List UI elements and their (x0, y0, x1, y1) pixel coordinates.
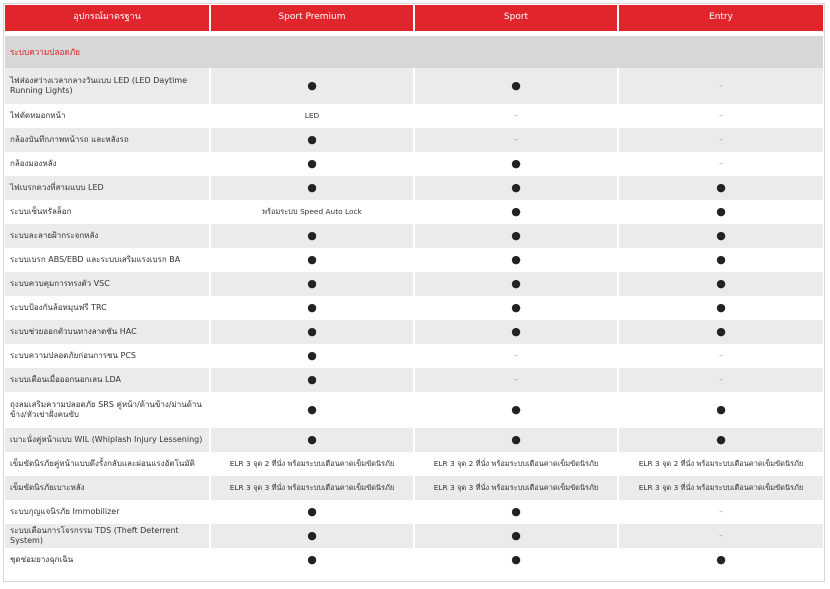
not-available-dash: – (719, 110, 723, 120)
row-label: เข็มขัดนิรภัยเบาะหลัง (5, 476, 209, 500)
standard-dot-icon: ● (716, 180, 726, 194)
not-available-dash: – (719, 158, 723, 168)
standard-dot-icon: ● (307, 372, 317, 386)
not-available-dash: – (719, 374, 723, 384)
row-value-sport (415, 344, 617, 368)
standard-dot-icon: ● (307, 156, 317, 170)
row-label: ระบบเตือนเมื่อออกนอกเลน LDA (5, 368, 209, 392)
standard-dot-icon: ● (511, 300, 521, 314)
standard-dot-icon: ● (307, 528, 317, 542)
row-value-sport (415, 548, 617, 572)
row-value-sport (415, 272, 617, 296)
row-value-sport-premium (211, 200, 413, 224)
not-available-dash: – (719, 134, 723, 144)
value-text: ELR 3 จุด 2 ที่นั่ง พร้อมระบบเตือนคาดเข็มขัดนิรภัย (433, 459, 599, 469)
row-value-entry (619, 128, 823, 152)
not-available-dash: – (514, 134, 518, 144)
row-value-sport-premium (211, 368, 413, 392)
value-text: ELR 3 จุด 3 ที่นั่ง พร้อมระบบเตือนคาดเข็มขัดนิรภัย (638, 483, 804, 493)
row-value-sport (415, 176, 617, 200)
row-label: ระบบช่วยออกตัวบนทางลาดชัน HAC (5, 320, 209, 344)
row-value-entry (619, 176, 823, 200)
standard-dot-icon: ● (307, 180, 317, 194)
row-label: ไฟเบรกดวงที่สามแบบ LED (5, 176, 209, 200)
row-value-sport (415, 392, 617, 428)
not-available-dash: – (719, 506, 723, 516)
standard-dot-icon: ● (307, 552, 317, 566)
standard-dot-icon: ● (511, 324, 521, 338)
row-value-entry (619, 272, 823, 296)
row-value-sport-premium (211, 320, 413, 344)
standard-dot-icon: ● (716, 276, 726, 290)
standard-dot-icon: ● (716, 228, 726, 242)
row-value-entry (619, 248, 823, 272)
row-value-sport-premium (211, 428, 413, 452)
row-value-sport (415, 104, 617, 128)
row-value-sport (415, 452, 617, 476)
standard-dot-icon: ● (511, 78, 521, 92)
row-value-entry (619, 500, 823, 524)
standard-dot-icon: ● (511, 180, 521, 194)
not-available-dash: – (719, 530, 723, 540)
standard-dot-icon: ● (511, 228, 521, 242)
row-value-entry (619, 296, 823, 320)
row-label: ระบบควบคุมการทรงตัว VSC (5, 272, 209, 296)
row-value-sport-premium (211, 224, 413, 248)
standard-dot-icon: ● (307, 228, 317, 242)
row-value-sport (415, 200, 617, 224)
row-value-entry (619, 104, 823, 128)
header-feature: อุปกรณ์มาตรฐาน (5, 5, 209, 31)
row-value-sport-premium (211, 500, 413, 524)
value-text: ELR 3 จุด 3 ที่นั่ง พร้อมระบบเตือนคาดเข็มขัดนิรภัย (433, 483, 599, 493)
standard-dot-icon: ● (307, 276, 317, 290)
row-value-entry (619, 452, 823, 476)
row-value-sport (415, 68, 617, 104)
row-value-entry (619, 200, 823, 224)
row-label: ระบบเบรก ABS/EBD และระบบเสริมแรงเบรก BA (5, 248, 209, 272)
section-title: ระบบความปลอดภัย (5, 36, 823, 68)
header-entry: Entry (619, 5, 823, 31)
row-label: ไฟตัดหมอกหน้า (5, 104, 209, 128)
standard-dot-icon: ● (511, 252, 521, 266)
row-value-sport-premium (211, 248, 413, 272)
header-sport-premium: Sport Premium (211, 5, 413, 31)
standard-dot-icon: ● (307, 324, 317, 338)
row-value-sport-premium (211, 476, 413, 500)
value-text: ELR 3 จุด 3 ที่นั่ง พร้อมระบบเตือนคาดเข็มขัดนิรภัย (229, 483, 395, 493)
not-available-dash: – (514, 374, 518, 384)
row-value-entry (619, 524, 823, 548)
spec-table (5, 5, 823, 572)
row-label: เข็มขัดนิรภัยคู่หน้าแบบดึงรั้งกลับและผ่อนแรงอัตโนมัติ (5, 452, 209, 476)
standard-dot-icon: ● (511, 402, 521, 416)
row-value-sport (415, 320, 617, 344)
row-value-sport (415, 524, 617, 548)
not-available-dash: – (514, 350, 518, 360)
standard-dot-icon: ● (716, 300, 726, 314)
standard-dot-icon: ● (511, 432, 521, 446)
row-label: เบาะนั่งคู่หน้าแบบ WIL (Whiplash Injury Lessening) (5, 428, 209, 452)
standard-dot-icon: ● (307, 252, 317, 266)
row-value-sport (415, 428, 617, 452)
row-value-entry (619, 320, 823, 344)
standard-dot-icon: ● (307, 402, 317, 416)
row-value-entry (619, 68, 823, 104)
value-text: LED (304, 111, 320, 121)
row-value-sport-premium (211, 68, 413, 104)
standard-dot-icon: ● (716, 324, 726, 338)
standard-dot-icon: ● (307, 300, 317, 314)
not-available-dash: – (514, 110, 518, 120)
row-value-sport-premium (211, 104, 413, 128)
header-sport: Sport (415, 5, 617, 31)
standard-dot-icon: ● (511, 276, 521, 290)
row-value-entry (619, 548, 823, 572)
standard-dot-icon: ● (716, 204, 726, 218)
row-label: ระบบละลายฝ้ากระจกหลัง (5, 224, 209, 248)
row-value-sport-premium (211, 344, 413, 368)
row-value-sport (415, 476, 617, 500)
standard-dot-icon: ● (511, 504, 521, 518)
standard-dot-icon: ● (307, 432, 317, 446)
row-value-entry (619, 368, 823, 392)
row-label: กล้องมองหลัง (5, 152, 209, 176)
standard-dot-icon: ● (716, 552, 726, 566)
standard-dot-icon: ● (716, 402, 726, 416)
row-value-entry (619, 476, 823, 500)
row-value-sport-premium (211, 176, 413, 200)
standard-dot-icon: ● (716, 252, 726, 266)
standard-dot-icon: ● (511, 552, 521, 566)
standard-dot-icon: ● (511, 528, 521, 542)
value-text: ELR 3 จุด 2 ที่นั่ง พร้อมระบบเตือนคาดเข็มขัดนิรภัย (229, 459, 395, 469)
row-label: ไฟส่องสว่างเวลากลางวันแบบ LED (LED Daytime Running Lights) (5, 68, 209, 104)
row-value-sport-premium (211, 452, 413, 476)
row-label: ถุงลมเสริมความปลอดภัย SRS คู่หน้า/ด้านข้าง/ม่านด้านข้าง/หัวเข่าฝั่งคนขับ (5, 392, 209, 428)
not-available-dash: – (719, 350, 723, 360)
standard-dot-icon: ● (307, 348, 317, 362)
row-value-sport-premium (211, 392, 413, 428)
standard-dot-icon: ● (511, 204, 521, 218)
row-label: กล้องบันทึกภาพหน้ารถ และหลังรถ (5, 128, 209, 152)
not-available-dash: – (719, 80, 723, 90)
row-label: ระบบเซ็นทรัลล็อก (5, 200, 209, 224)
standard-dot-icon: ● (716, 432, 726, 446)
row-value-sport (415, 152, 617, 176)
row-value-entry (619, 152, 823, 176)
row-value-sport-premium (211, 296, 413, 320)
row-label: ระบบความปลอดภัยก่อนการชน PCS (5, 344, 209, 368)
standard-dot-icon: ● (307, 132, 317, 146)
row-value-sport-premium (211, 272, 413, 296)
value-text: ELR 3 จุด 2 ที่นั่ง พร้อมระบบเตือนคาดเข็มขัดนิรภัย (638, 459, 804, 469)
row-value-sport-premium (211, 524, 413, 548)
row-label: ระบบกุญแจนิรภัย Immobilizer (5, 500, 209, 524)
row-value-entry (619, 224, 823, 248)
standard-dot-icon: ● (307, 504, 317, 518)
row-value-sport (415, 500, 617, 524)
standard-dot-icon: ● (307, 78, 317, 92)
row-value-sport (415, 248, 617, 272)
row-value-sport (415, 128, 617, 152)
row-value-sport-premium (211, 548, 413, 572)
row-label: ระบบป้องกันล้อหมุนฟรี TRC (5, 296, 209, 320)
row-value-entry (619, 392, 823, 428)
row-value-sport (415, 296, 617, 320)
standard-dot-icon: ● (511, 156, 521, 170)
row-value-sport-premium (211, 128, 413, 152)
row-value-entry (619, 428, 823, 452)
row-label: ชุดซ่อมยางฉุกเฉิน (5, 548, 209, 572)
row-value-sport (415, 368, 617, 392)
row-value-sport-premium (211, 152, 413, 176)
row-value-sport (415, 224, 617, 248)
row-value-entry (619, 344, 823, 368)
value-text: พร้อมระบบ Speed Auto Lock (262, 207, 362, 217)
row-label: ระบบเตือนการโจรกรรม TDS (Theft Deterrent System) (5, 524, 209, 548)
